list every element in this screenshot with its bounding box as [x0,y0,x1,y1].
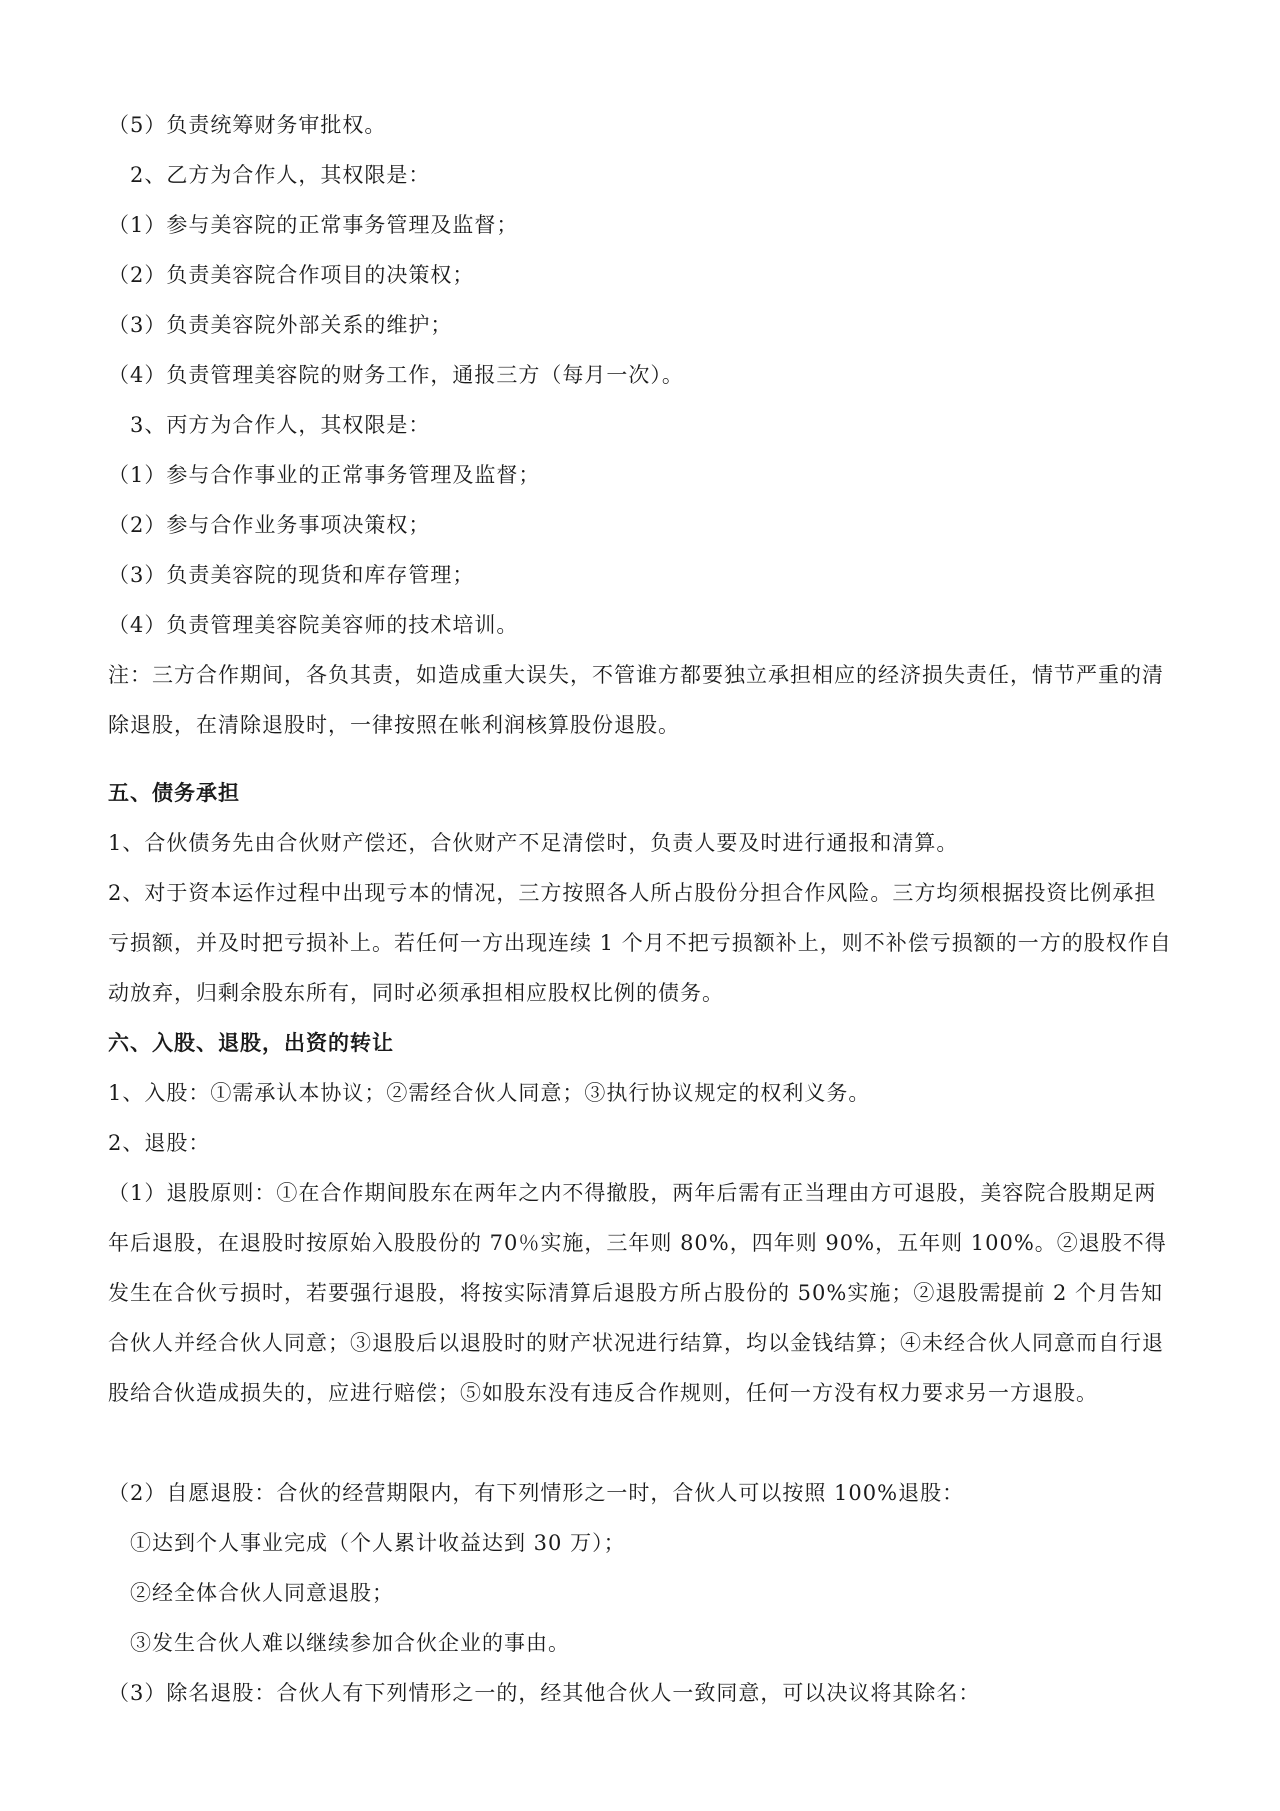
clause-heading: 2、乙方为合作人，其权限是： [130,163,431,187]
section-heading: 六、入股、退股，出资的转让 [108,1030,394,1055]
clause-line: （2）负责美容院合作项目的决策权； [108,263,475,287]
clause-heading: 3、丙方为合作人，其权限是： [130,413,431,437]
clause-paragraph: 2、对于资本运作过程中出现亏本的情况，三方按照各人所占股份分担合作风险。三方均须根据投资比例承担亏损额，并及时把亏损补上。若任何一方出现连续 1 个月不把亏损额补上，则不补偿亏损额的一方的股权作自动放弃，归剩余股东所有，同时必须承担相应股权比例的债务。 [108,881,1172,1005]
clause-line: 1、入股：①需承认本协议；②需经合伙人同意；③执行协议规定的权利义务。 [108,1081,871,1105]
clause-line: （3）负责美容院外部关系的维护； [108,313,453,337]
note-paragraph: 注：三方合作期间，各负其责，如造成重大误失，不管谁方都要独立承担相应的经济损失责任，情节严重的清除退股，在清除退股时，一律按照在帐利润核算股份退股。 [108,663,1164,737]
clause-line: （4）负责管理美容院美容师的技术培训。 [108,613,519,637]
clause-line: ③发生合伙人难以继续参加合伙企业的事由。 [130,1631,570,1655]
clause-line: （1）参与美容院的正常事务管理及监督； [108,213,519,237]
clause-line: （1）参与合作事业的正常事务管理及监督； [108,463,541,487]
clause-paragraph: （1）退股原则：①在合作期间股东在两年之内不得撤股，两年后需有正当理由方可退股，美容院合股期足两年后退股，在退股时按原始入股股份的 70％实施，三年则 80%，四年则 90%，五年则 100%。②退股不得发生在合伙亏损时，若要强行退股，将按实际清算后退股方所占股份的 50%实施；②退股需提前 2 个月告知合伙人并经合伙人同意；③退股后以退股时的财产状况进行结算，均以金钱结算；④未经合伙人同意而自行退股给合伙造成损失的，应进行赔偿；⑤如股东没有违反合作规则，任何一方没有权力要求另一方退股。 [108,1181,1167,1405]
clause-line: （2）自愿退股：合伙的经营期限内，有下列情形之一时，合伙人可以按照 100%退股： [108,1481,965,1505]
clause-line: （4）负责管理美容院的财务工作，通报三方（每月一次）。 [108,363,684,387]
clause-line: 1、合伙债务先由合伙财产偿还，合伙财产不足清偿时，负责人要及时进行通报和清算。 [108,831,959,855]
clause-line: 2、退股： [108,1131,211,1155]
clause-line: （3）除名退股：合伙人有下列情形之一的，经其他合伙人一致同意，可以决议将其除名： [108,1681,981,1705]
section-heading: 五、债务承担 [108,780,240,805]
clause-line: ①达到个人事业完成（个人累计收益达到 30 万）； [130,1531,626,1555]
clause-line: （5）负责统筹财务审批权。 [108,113,387,137]
clause-line: （2）参与合作业务事项决策权； [108,513,431,537]
clause-line: （3）负责美容院的现货和库存管理； [108,563,475,587]
clause-line: ②经全体合伙人同意退股； [130,1581,394,1605]
